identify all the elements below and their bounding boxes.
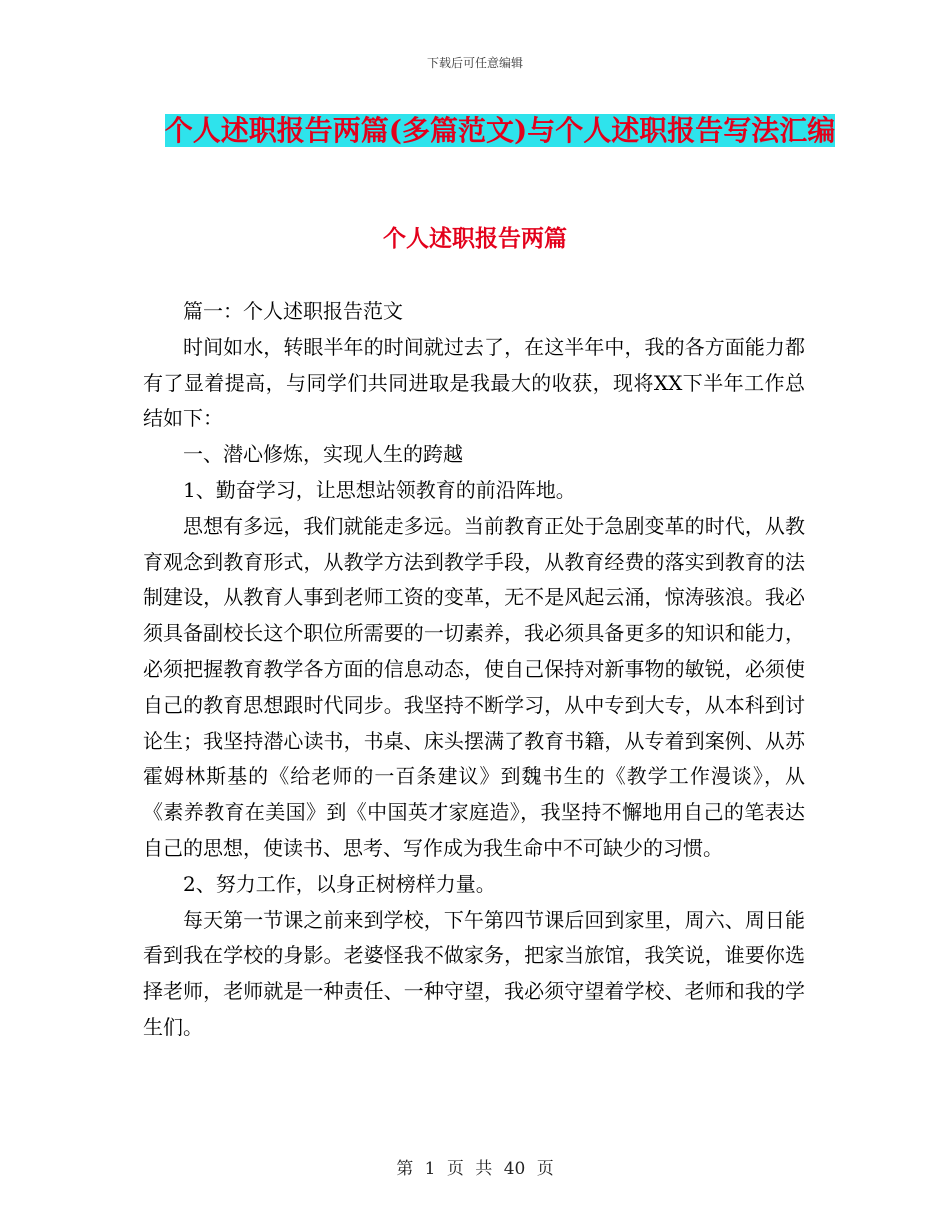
paragraph: 1、勤奋学习，让思想站领教育的前沿阵地。	[183, 477, 576, 502]
paragraph: 2、努力工作，以身正树榜样力量。	[183, 871, 496, 896]
paragraph: 时间如水，转眼半年的时间就过去了，在这半年中，我的各方面能力都有了显着提高，与同学们共同进取是我最大的收获，现将XX下半年工作总结如下：	[143, 334, 805, 431]
header-note: 下载后可任意编辑	[426, 56, 523, 70]
page-footer: 第 1 页 共 40 页	[396, 1159, 554, 1179]
document-title-text: 个人述职报告两篇(多篇范文)与个人述职报告写法汇编	[164, 114, 836, 147]
paragraph: 一、潜心修炼，实现人生的跨越	[183, 442, 463, 467]
paragraph: 思想有多远，我们就能走多远。当前教育正处于急剧变革的时代，从教育观念到教育形式，从教学方法到教学手段，从教育经费的落实到教育的法制建设，从教育人事到老师工资的变革，无不是风起云涌，惊涛骇浪。我必须具备副校长这个职位所需要的一切素养，我必须具备更多的知识和能力，必须把握教育教学各方面的信息动态，使自己保持对新事物的敏锐，必须使自己的教育思想跟时代同步。我坚持不断学习，从中专到大专，从本科到讨论生；我坚持潜心读书，书桌、床头摆满了教育书籍，从专着到案例、从苏霍姆林斯基的《给老师的一百条建议》到魏书生的《教学工作漫谈》，从《素养教育在美国》到《中国英才家庭造》，我坚持不懈地用自己的笔表达自己的思想，使读书、思考、写作成为我生命中不可缺少的习惯。	[143, 513, 805, 860]
section-title: 个人述职报告两篇	[383, 225, 567, 252]
document-title	[160, 108, 840, 154]
document-body	[143, 294, 805, 1046]
paragraph: 每天第一节课之前来到学校，下午第四节课后回到家里，周六、周日能看到我在学校的身影。老婆怪我不做家务，把家当旅馆，我笑说，谁要你选择老师，老师就是一种责任、一种守望，我必须守望着学校、老师和我的学生们。	[143, 907, 805, 1039]
paragraph: 篇一：个人述职报告范文	[183, 299, 403, 323]
